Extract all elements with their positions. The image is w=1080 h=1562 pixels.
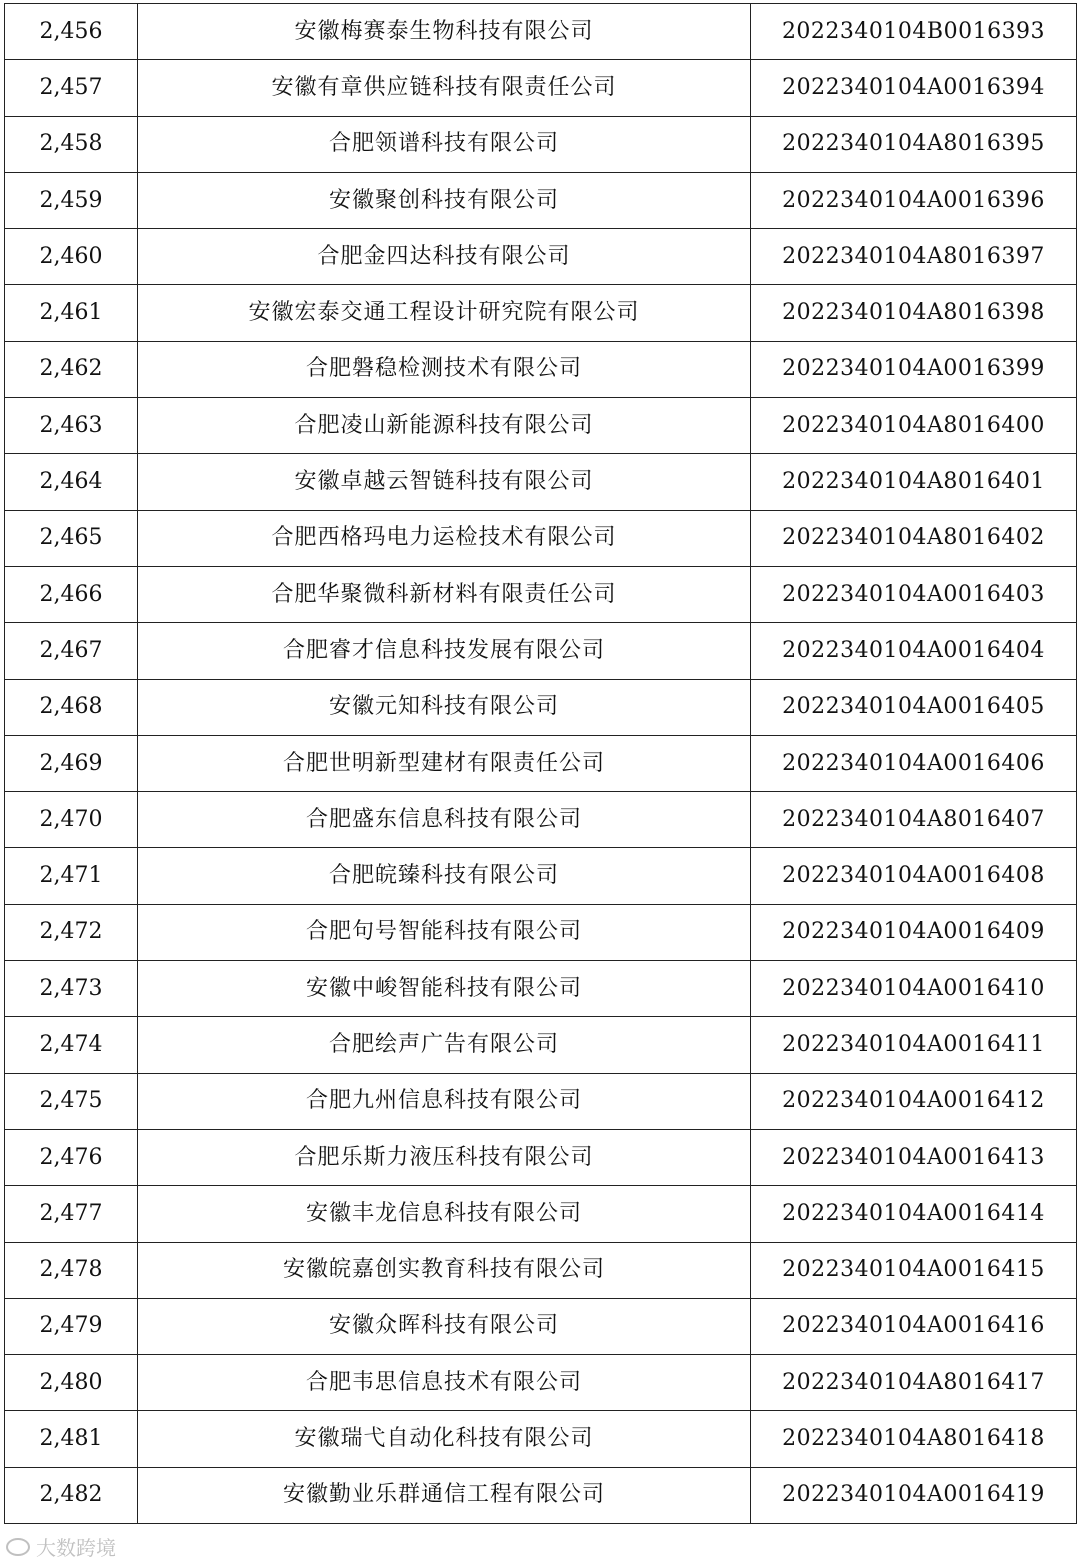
registration-code-cell: 2022340104A8016401 [751, 454, 1077, 510]
watermark-text: 大数跨境 [36, 1536, 116, 1560]
row-number-cell: 2,471 [5, 848, 138, 904]
table-row [5, 1242, 1077, 1298]
row-number-cell: 2,477 [5, 1186, 138, 1242]
company-name-cell: 合肥睿才信息科技发展有限公司 [138, 623, 751, 679]
table-row [5, 1411, 1077, 1467]
table-row [5, 4, 1077, 60]
company-name-cell: 安徽众晖科技有限公司 [138, 1298, 751, 1354]
table-row [5, 904, 1077, 960]
row-number-cell: 2,459 [5, 172, 138, 228]
row-number-cell: 2,462 [5, 341, 138, 397]
company-name-cell: 合肥金四达科技有限公司 [138, 229, 751, 285]
registration-code-cell: 2022340104A0016413 [751, 1129, 1077, 1185]
registration-code-cell: 2022340104A8016418 [751, 1411, 1077, 1467]
registration-code-cell: 2022340104A0016411 [751, 1017, 1077, 1073]
company-name-cell: 合肥西格玛电力运检技术有限公司 [138, 510, 751, 566]
row-number-cell: 2,480 [5, 1355, 138, 1411]
registration-code-cell: 2022340104A0016409 [751, 904, 1077, 960]
company-name-cell: 安徽元知科技有限公司 [138, 679, 751, 735]
registration-code-cell: 2022340104A0016414 [751, 1186, 1077, 1242]
registration-code-cell: 2022340104A0016406 [751, 735, 1077, 791]
registration-code-cell: 2022340104A0016419 [751, 1467, 1077, 1523]
registration-code-cell: 2022340104A8016407 [751, 792, 1077, 848]
company-name-cell: 安徽瑞弋自动化科技有限公司 [138, 1411, 751, 1467]
row-number-cell: 2,467 [5, 623, 138, 679]
table-row [5, 1467, 1077, 1523]
table-row [5, 510, 1077, 566]
row-number-cell: 2,475 [5, 1073, 138, 1129]
registration-code-cell: 2022340104A0016399 [751, 341, 1077, 397]
row-number-cell: 2,468 [5, 679, 138, 735]
registration-code-cell: 2022340104A8016397 [751, 229, 1077, 285]
table-row [5, 1129, 1077, 1185]
registration-code-cell: 2022340104A0016396 [751, 172, 1077, 228]
table-row [5, 116, 1077, 172]
company-name-cell: 合肥磐稳检测技术有限公司 [138, 341, 751, 397]
registration-code-cell: 2022340104A0016415 [751, 1242, 1077, 1298]
company-list-table [4, 3, 1077, 1524]
registration-code-cell: 2022340104A8016402 [751, 510, 1077, 566]
company-name-cell: 合肥皖臻科技有限公司 [138, 848, 751, 904]
company-name-cell: 安徽中峻智能科技有限公司 [138, 961, 751, 1017]
row-number-cell: 2,463 [5, 398, 138, 454]
company-name-cell: 合肥九州信息科技有限公司 [138, 1073, 751, 1129]
row-number-cell: 2,469 [5, 735, 138, 791]
table-row [5, 566, 1077, 622]
table-row [5, 792, 1077, 848]
watermark [6, 1532, 116, 1561]
row-number-cell: 2,470 [5, 792, 138, 848]
row-number-cell: 2,472 [5, 904, 138, 960]
table-row [5, 848, 1077, 904]
table-row [5, 735, 1077, 791]
table-row [5, 398, 1077, 454]
company-name-cell: 安徽勤业乐群通信工程有限公司 [138, 1467, 751, 1523]
company-name-cell: 合肥乐斯力液压科技有限公司 [138, 1129, 751, 1185]
row-number-cell: 2,456 [5, 4, 138, 60]
row-number-cell: 2,461 [5, 285, 138, 341]
table-row [5, 1355, 1077, 1411]
registration-code-cell: 2022340104A0016404 [751, 623, 1077, 679]
company-name-cell: 合肥盛东信息科技有限公司 [138, 792, 751, 848]
registration-code-cell: 2022340104A0016394 [751, 60, 1077, 116]
row-number-cell: 2,458 [5, 116, 138, 172]
company-list-table-container [4, 3, 1075, 1524]
company-name-cell: 合肥绘声广告有限公司 [138, 1017, 751, 1073]
row-number-cell: 2,466 [5, 566, 138, 622]
registration-code-cell: 2022340104A8016395 [751, 116, 1077, 172]
company-name-cell: 安徽皖嘉创实教育科技有限公司 [138, 1242, 751, 1298]
table-row [5, 60, 1077, 116]
row-number-cell: 2,464 [5, 454, 138, 510]
company-name-cell: 安徽宏泰交通工程设计研究院有限公司 [138, 285, 751, 341]
table-row [5, 285, 1077, 341]
table-row [5, 623, 1077, 679]
registration-code-cell: 2022340104A0016410 [751, 961, 1077, 1017]
registration-code-cell: 2022340104B0016393 [751, 4, 1077, 60]
table-row [5, 229, 1077, 285]
table-row [5, 1298, 1077, 1354]
table-row [5, 1017, 1077, 1073]
row-number-cell: 2,478 [5, 1242, 138, 1298]
table-row [5, 454, 1077, 510]
row-number-cell: 2,482 [5, 1467, 138, 1523]
table-row [5, 1073, 1077, 1129]
table-row [5, 341, 1077, 397]
table-row [5, 679, 1077, 735]
registration-code-cell: 2022340104A0016416 [751, 1298, 1077, 1354]
table-row [5, 961, 1077, 1017]
company-name-cell: 合肥句号智能科技有限公司 [138, 904, 751, 960]
row-number-cell: 2,460 [5, 229, 138, 285]
registration-code-cell: 2022340104A8016398 [751, 285, 1077, 341]
registration-code-cell: 2022340104A8016400 [751, 398, 1077, 454]
registration-code-cell: 2022340104A0016408 [751, 848, 1077, 904]
registration-code-cell: 2022340104A0016405 [751, 679, 1077, 735]
row-number-cell: 2,481 [5, 1411, 138, 1467]
company-name-cell: 合肥领谱科技有限公司 [138, 116, 751, 172]
company-name-cell: 安徽丰龙信息科技有限公司 [138, 1186, 751, 1242]
row-number-cell: 2,465 [5, 510, 138, 566]
company-name-cell: 安徽聚创科技有限公司 [138, 172, 751, 228]
row-number-cell: 2,473 [5, 961, 138, 1017]
company-name-cell: 安徽有章供应链科技有限责任公司 [138, 60, 751, 116]
camera-icon [6, 1538, 30, 1556]
table-row [5, 172, 1077, 228]
row-number-cell: 2,457 [5, 60, 138, 116]
company-name-cell: 安徽卓越云智链科技有限公司 [138, 454, 751, 510]
company-name-cell: 合肥凌山新能源科技有限公司 [138, 398, 751, 454]
row-number-cell: 2,474 [5, 1017, 138, 1073]
registration-code-cell: 2022340104A0016412 [751, 1073, 1077, 1129]
company-name-cell: 合肥华聚微科新材料有限责任公司 [138, 566, 751, 622]
row-number-cell: 2,476 [5, 1129, 138, 1185]
registration-code-cell: 2022340104A8016417 [751, 1355, 1077, 1411]
row-number-cell: 2,479 [5, 1298, 138, 1354]
company-name-cell: 合肥韦思信息技术有限公司 [138, 1355, 751, 1411]
registration-code-cell: 2022340104A0016403 [751, 566, 1077, 622]
company-name-cell: 合肥世明新型建材有限责任公司 [138, 735, 751, 791]
table-body [5, 4, 1077, 1524]
table-row [5, 1186, 1077, 1242]
company-name-cell: 安徽梅赛泰生物科技有限公司 [138, 4, 751, 60]
